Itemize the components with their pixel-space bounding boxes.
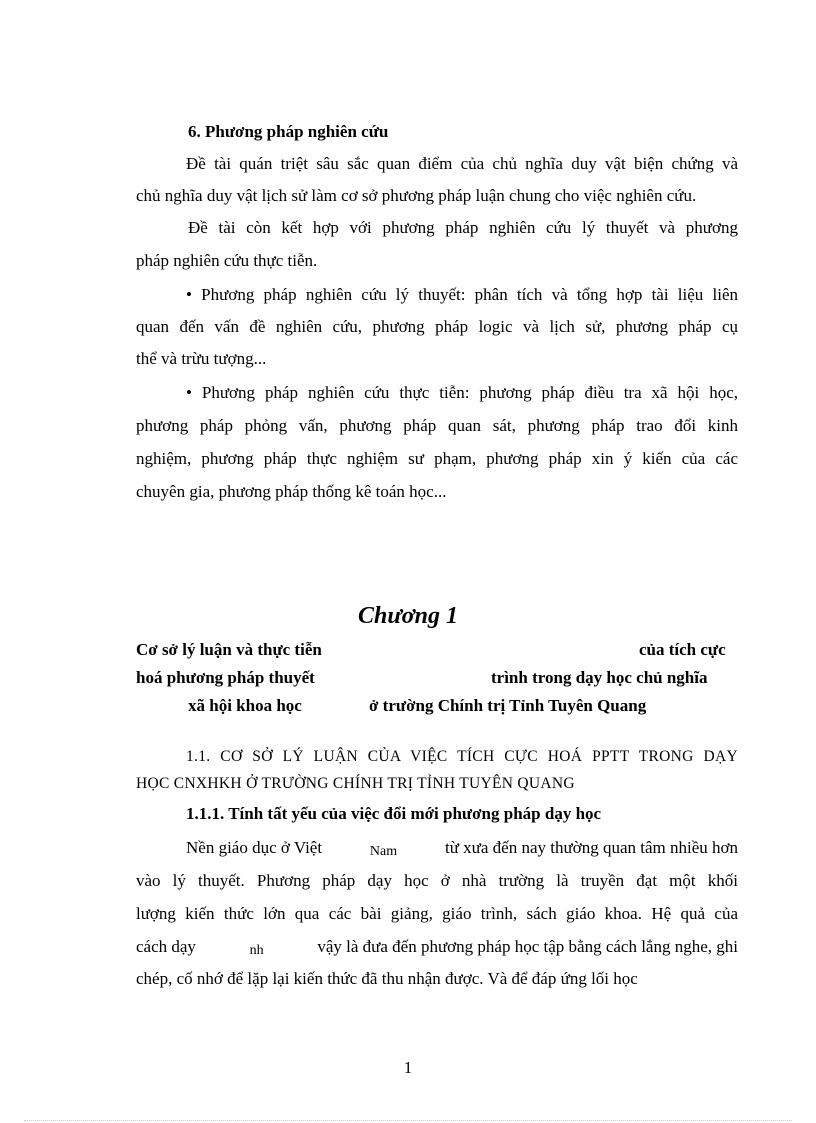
paragraph-line: thể và trừu tượng...	[136, 349, 267, 368]
section-1-1-heading-line: HỌC CNXHKH Ở TRƯỜNG CHÍNH TRỊ TỈNH TUYÊN QUANG	[136, 775, 575, 792]
paragraph-line: pháp nghiên cứu thực tiễn.	[136, 251, 318, 270]
paragraph-line: Đề tài quán triệt sâu sắc quan điểm của chủ nghĩa duy vật biện chứng và	[186, 154, 738, 173]
chapter-title-part: hoá phương pháp thuyết	[136, 668, 315, 687]
paragraph-line: chép, cố nhớ để lặp lại kiến thức đã thu nhận được. Và để đáp ứng lối học	[136, 969, 638, 988]
chapter-title-part: trình trong dạy học chủ nghĩa	[491, 668, 708, 687]
bullet-line: • Phương pháp nghiên cứu thực tiễn: phương pháp điều tra xã hội học,	[186, 383, 738, 402]
paragraph-line: phương pháp phỏng vấn, phương pháp quan sát, phương pháp trao đổi kinh	[136, 416, 738, 435]
paragraph-line: nghiệm, phương pháp thực nghiệm sư phạm, phương pháp xin ý kiến của các	[136, 449, 738, 468]
paragraph-line: chuyên gia, phương pháp thống kê toán học...	[136, 482, 447, 501]
text-run: Nền giáo dục ở Việt	[186, 838, 323, 857]
chapter-title-part: của tích cực	[639, 640, 726, 659]
text-run: Nam	[369, 844, 398, 859]
chapter-label: Chương 1	[358, 603, 458, 629]
paragraph-line	[186, 837, 738, 859]
text-run: từ xưa đến nay thường quan tâm nhiều hơn	[444, 838, 738, 857]
chapter-title-part: Cơ sở lý luận và thực tiễn	[136, 640, 322, 659]
bullet-line: • Phương pháp nghiên cứu lý thuyết: phân tích và tổng hợp tài liệu liên	[186, 285, 738, 304]
section-1-1-heading-line: 1.1. CƠ SỞ LÝ LUẬN CỦA VIỆC TÍCH CỰC HOÁ PPTT TRONG DẠY	[186, 748, 738, 765]
chapter-title-part: xã hội khoa học	[188, 696, 302, 715]
page-number: 1	[403, 1058, 413, 1077]
paragraph-line: lượng kiến thức lớn qua các bài giảng, giáo trình, sách giáo khoa. Hệ quả của	[136, 904, 738, 923]
paragraph-line: chủ nghĩa duy vật lịch sử làm cơ sở phương pháp luận chung cho việc nghiên cứu.	[136, 186, 697, 205]
paragraph-line: vào lý thuyết. Phương pháp dạy học ở nhà trường là truyền đạt một khối	[136, 871, 738, 890]
text-run: vậy là đưa đến phương pháp học tập bằng cách lắng nghe, ghi	[317, 937, 738, 956]
chapter-title-part: ở trường Chính trị Tỉnh Tuyên Quang	[369, 696, 647, 715]
text-run: cách dạy	[136, 937, 196, 956]
paragraph-line: quan đến vấn đề nghiên cứu, phương pháp logic và lịch sử, phương pháp cụ	[136, 317, 738, 336]
section-1-1-1-heading: 1.1.1. Tính tất yếu của việc đổi mới phương pháp dạy học	[186, 804, 602, 823]
text-run: nh	[249, 943, 264, 958]
section-6-heading: 6. Phương pháp nghiên cứu	[188, 122, 389, 141]
paragraph-line: Đề tài còn kết hợp với phương pháp nghiên cứu lý thuyết và phương	[188, 218, 738, 237]
page-divider	[24, 1120, 792, 1121]
paragraph-line	[136, 936, 738, 958]
